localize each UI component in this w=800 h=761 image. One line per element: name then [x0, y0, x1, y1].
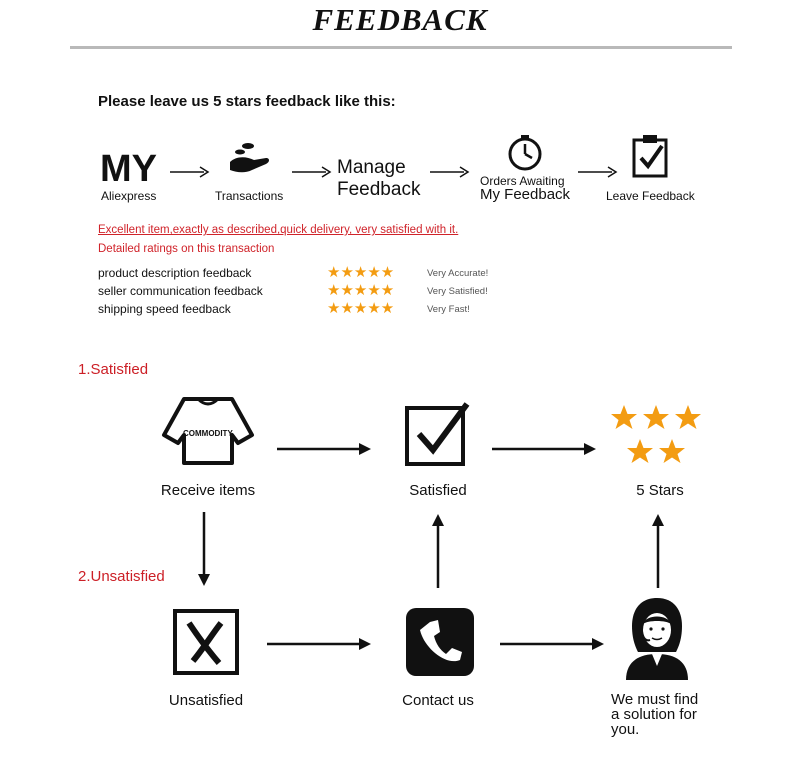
star-rating: ★★★★★	[327, 264, 395, 281]
star-rating: ★★★★★	[327, 282, 395, 299]
satisfied-label: Satisfied	[409, 482, 467, 499]
receive-items-label: Receive items	[160, 482, 256, 499]
example-comment: Excellent item,exactly as described,quick delivery, very satisfied with it.	[98, 224, 459, 236]
orders-line: Orders Awaiting	[480, 174, 565, 188]
manage-feedback-label	[337, 157, 420, 201]
five-stars-icon	[610, 405, 706, 471]
page-title: FEEDBACK	[312, 2, 488, 37]
detailed-ratings-heading: Detailed ratings on this transaction	[98, 243, 275, 255]
rating-label: seller communication feedback	[98, 284, 263, 298]
unsatisfied-heading: 2.Unsatisfied	[78, 568, 165, 585]
rating-label: shipping speed feedback	[98, 302, 231, 316]
satisfied-heading: 1.Satisfied	[78, 361, 149, 378]
title-divider	[70, 46, 732, 49]
star-rating: ★★★★★	[327, 300, 395, 317]
contact-us-label: Contact us	[402, 692, 474, 709]
solution-line: you.	[611, 721, 640, 738]
unsatisfied-label: Unsatisfied	[168, 692, 244, 709]
my-feedback-line: My Feedback	[480, 186, 571, 203]
solution-line: a solution for	[611, 706, 697, 723]
manage-line: Manage	[337, 157, 406, 178]
leave-feedback-label: Leave Feedback	[606, 189, 695, 203]
my-aliexpress-label: MY	[100, 148, 157, 190]
rating-note: Very Fast!	[427, 304, 470, 315]
hand-coins-icon	[226, 140, 274, 176]
arrow-down-icon	[196, 512, 212, 588]
rating-label: product description feedback	[98, 266, 252, 280]
x-box-icon	[173, 609, 239, 675]
feedback-line: Feedback	[337, 179, 421, 200]
arrow-right-icon	[267, 636, 373, 652]
aliexpress-sublabel: Aliexpress	[101, 189, 157, 203]
arrow-right-icon	[578, 166, 618, 178]
arrow-right-icon	[277, 441, 373, 457]
support-agent-icon	[622, 596, 692, 680]
arrow-up-icon	[650, 512, 666, 588]
solution-label	[611, 692, 698, 737]
arrow-right-icon	[170, 166, 210, 178]
clock-icon	[506, 134, 544, 172]
rating-note: Very Satisfied!	[427, 286, 488, 297]
transactions-label: Transactions	[215, 189, 284, 203]
clipboard-check-icon	[630, 134, 670, 178]
arrow-right-icon	[500, 636, 606, 652]
solution-line: We must find	[611, 691, 699, 708]
arrow-up-icon	[430, 512, 446, 588]
five-stars-label: 5 Stars	[636, 482, 684, 499]
arrow-right-icon	[430, 166, 470, 178]
arrow-right-icon	[292, 166, 332, 178]
rating-note: Very Accurate!	[427, 268, 489, 279]
commodity-label: COMMODITY	[183, 429, 233, 438]
instructions-headline: Please leave us 5 stars feedback like this:	[98, 93, 396, 110]
phone-icon	[406, 608, 474, 676]
orders-awaiting-label	[480, 175, 570, 201]
arrow-right-icon	[492, 441, 598, 457]
checkbox-checked-icon	[405, 402, 471, 466]
